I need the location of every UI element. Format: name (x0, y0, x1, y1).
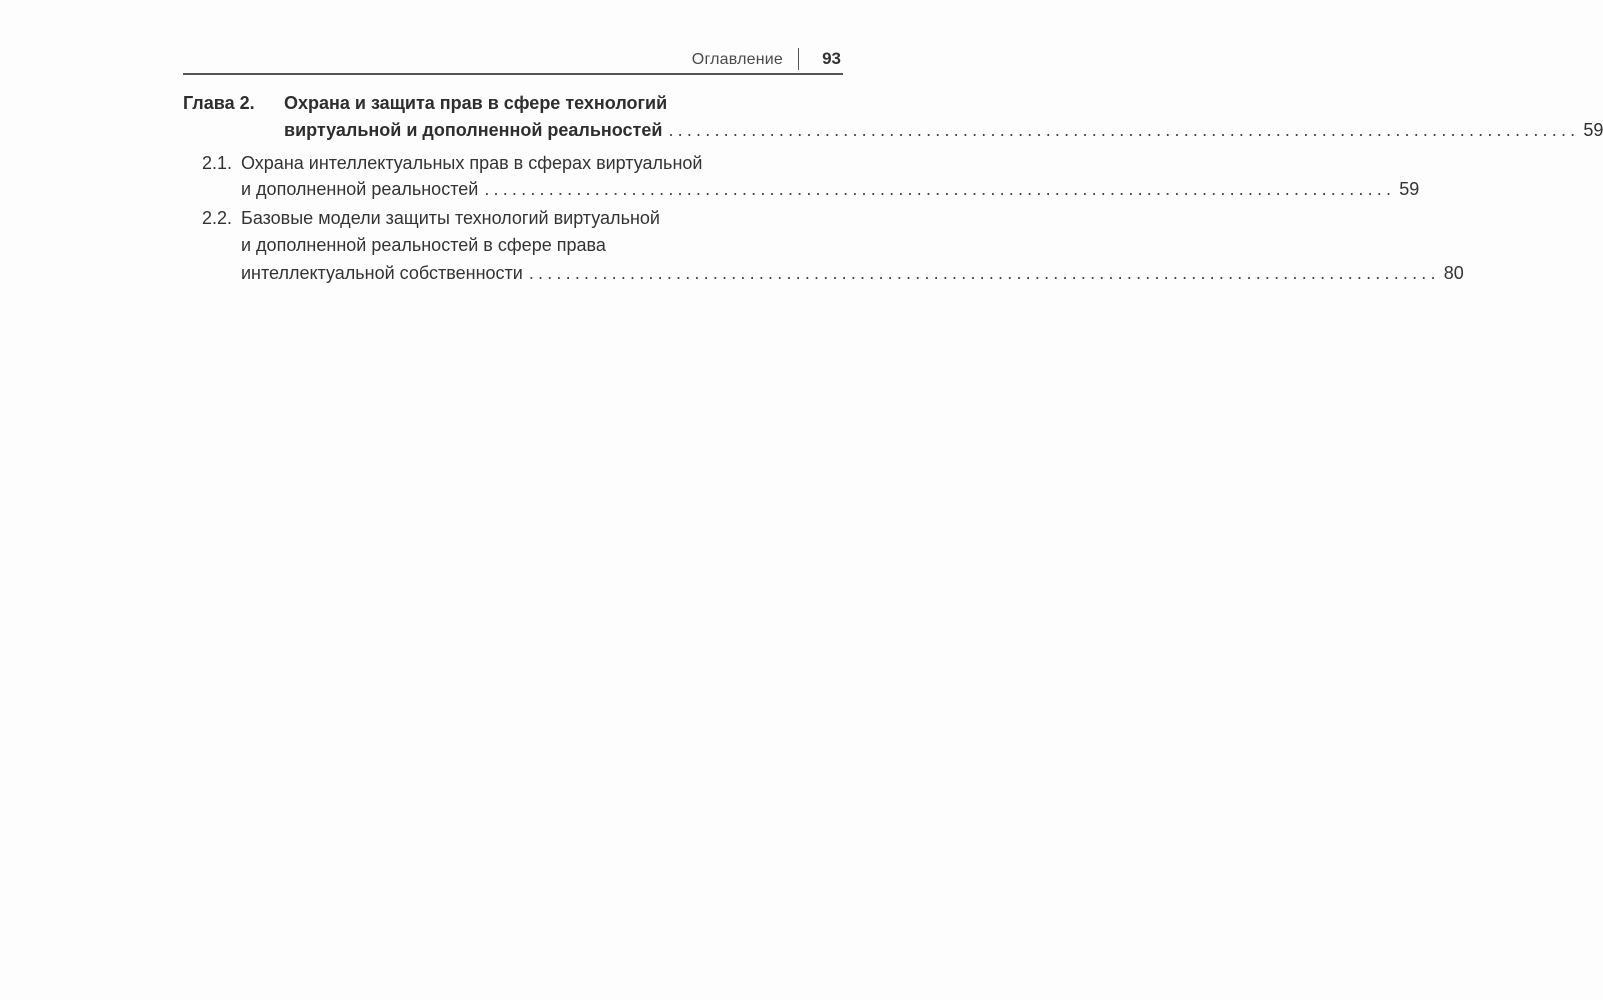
section-title-line-2: и дополненной реальностей в сфере права (241, 235, 606, 255)
section-title-last-line (241, 263, 1464, 284)
header-page-number: 93 (822, 49, 841, 68)
header-separator (798, 48, 800, 70)
section-page-number: 59 (1399, 179, 1420, 199)
section-title-last-text: и дополненной реальностей (241, 179, 479, 199)
section-title-last-line (241, 179, 1420, 200)
section-number: 2.2. (202, 208, 233, 228)
section-number: 2.1. (202, 153, 233, 173)
toc-chapter-2[interactable] (183, 93, 1603, 149)
dot-leader: ................................................................................................... (668, 120, 1580, 140)
toc-section-2-1[interactable] (183, 153, 1420, 209)
chapter-page-number: 59 (1583, 120, 1603, 140)
chapter-title-last-line: виртуальной и дополненной реальностей (284, 120, 663, 140)
section-page-number: 80 (1443, 263, 1464, 283)
header-title: Оглавление (691, 51, 783, 68)
chapter-number: Глава 2. (183, 93, 255, 113)
dot-leader: ................................................................................................... (528, 263, 1440, 283)
chapter-title-line-2 (284, 120, 1603, 141)
running-header (183, 48, 843, 72)
dot-leader: ................................................................................................... (484, 179, 1396, 199)
toc-section-2-2[interactable] (183, 208, 1464, 292)
section-title-line-1: Базовые модели защиты технологий виртуальной (241, 208, 660, 228)
chapter-title-line-1: Охрана и защита прав в сфере технологий (284, 93, 668, 113)
section-title-last-text: интеллектуальной собственности (241, 263, 523, 283)
section-title-line-1: Охрана интеллектуальных прав в сферах виртуальной (241, 153, 703, 173)
header-rule (183, 73, 843, 75)
